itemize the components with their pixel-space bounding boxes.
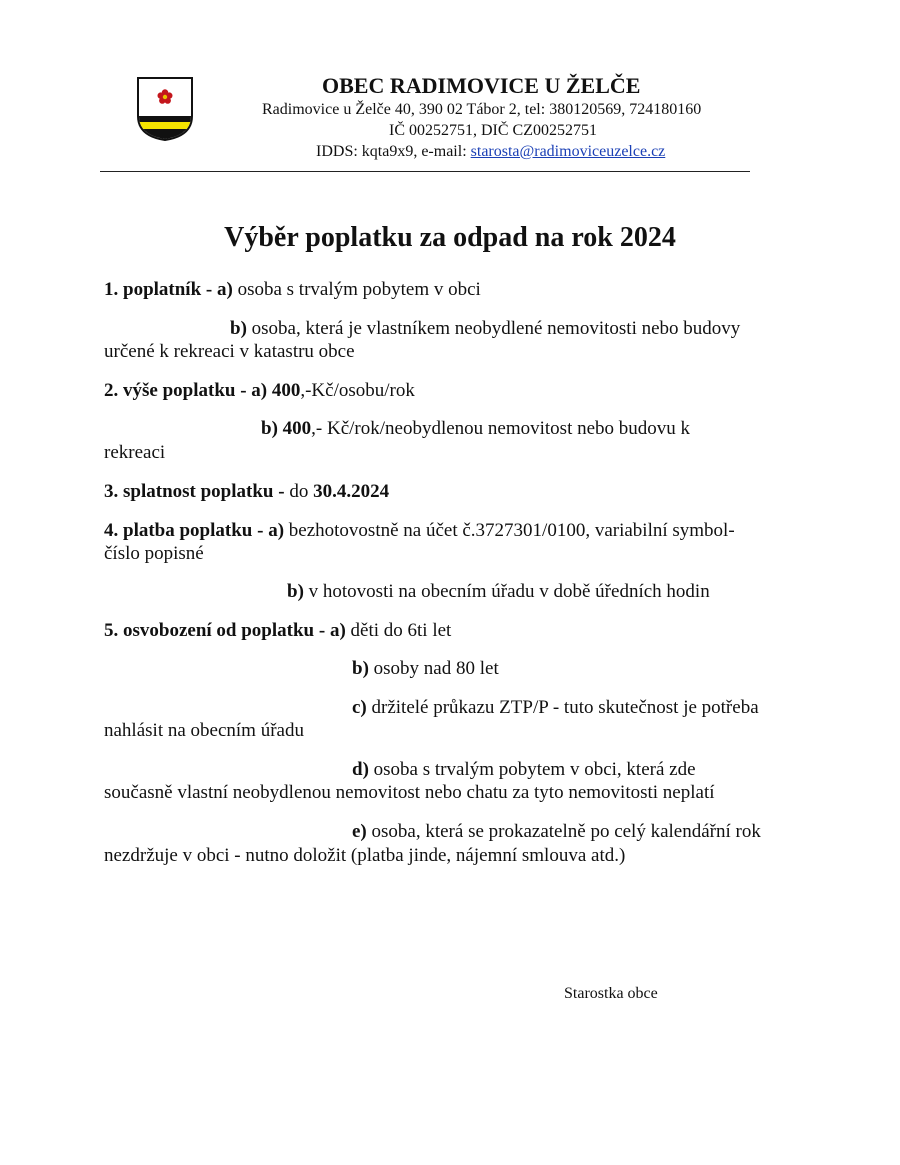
item-1-line-b [230,318,740,340]
municipal-crest-icon [136,76,194,142]
item-5-c-text: držitelé průkazu ZTP/P - tuto skutečnost je potřeba [366,697,759,718]
document-title: Výběr poplatku za odpad na rok 2024 [224,222,676,253]
item-1-b-text: osoba, která je vlastníkem neobydlené nemovitosti nebo budovy [246,318,741,339]
ids-line: IČ 00252751, DIČ CZ00252751 [389,122,597,139]
header-divider [100,171,750,172]
signature: Starostka obce [564,985,658,1002]
item-4-b-label: b) [287,581,304,602]
item-5-a-text: děti do 6ti let [345,620,452,641]
item-1-a-text: osoba s trvalým pobytem v obci [232,279,481,300]
item-2-b-label: b) 400 [261,418,312,439]
organization-name: OBEC RADIMOVICE U ŽELČE [322,73,641,98]
item-2-b-cont: rekreaci [104,442,166,463]
item-5-line-a [104,620,451,642]
item-2-line-b [261,418,690,440]
item-5-line-d [352,759,696,781]
item-4-label: 4. platba poplatku - a) [104,520,285,541]
item-5-line-c [352,697,759,719]
idds-text: IDDS: kqta9x9, e-mail: [316,143,471,160]
item-4-line-a [104,520,735,542]
item-4-a-text: bezhotovostně na účet č.3727301/0100, variabilní symbol- [284,520,735,541]
item-3-date: 30.4.2024 [313,481,390,502]
item-2-a-text: ,-Kč/osobu/rok [300,380,415,401]
item-1-b-label: b) [230,318,247,339]
item-5-e-label: e) [352,821,367,842]
item-5-e-text: osoba, která se prokazatelně po celý kalendářní rok [366,821,761,842]
contact-line [316,143,665,161]
item-3-label: 3. splatnost poplatku - [104,481,285,502]
item-5-line-e [352,821,761,843]
item-5-d-label: d) [352,759,369,780]
item-5-d-cont: současně vlastní neobydlenou nemovitost nebo chatu za tyto nemovitosti neplatí [104,782,715,803]
item-1-line-a [104,279,481,301]
item-2-b-text: ,- Kč/rok/neobydlenou nemovitost nebo budovu k [311,418,691,439]
item-4-b-text: v hotovosti na obecním úřadu v době úředních hodin [303,581,710,602]
item-4-line-b [287,581,710,603]
item-5-e-cont: nezdržuje v obci - nutno doložit (platba jinde, nájemní smlouva atd.) [104,845,626,866]
item-5-d-text: osoba s trvalým pobytem v obci, která zde [368,759,696,780]
item-5-label: 5. osvobození od poplatku - a) [104,620,346,641]
email-link[interactable]: starosta@radimoviceuzelce.cz [470,143,666,160]
item-4-a-cont: číslo popisné [104,543,204,564]
item-5-c-cont: nahlásit na obecním úřadu [104,720,304,741]
item-3-mid: do [284,481,314,502]
item-5-b-label: b) [352,658,369,679]
item-1-b-cont: určené k rekreaci v katastru obce [104,341,355,362]
item-5-line-b [352,658,499,680]
item-3-line [104,481,389,503]
item-2-label: 2. výše poplatku - a) 400 [104,380,301,401]
item-2-line-a [104,380,415,402]
address-line: Radimovice u Želče 40, 390 02 Tábor 2, tel: 380120569, 724180160 [262,101,702,118]
item-1-label: 1. poplatník - a) [104,279,233,300]
item-5-b-text: osoby nad 80 let [368,658,499,679]
item-5-c-label: c) [352,697,367,718]
